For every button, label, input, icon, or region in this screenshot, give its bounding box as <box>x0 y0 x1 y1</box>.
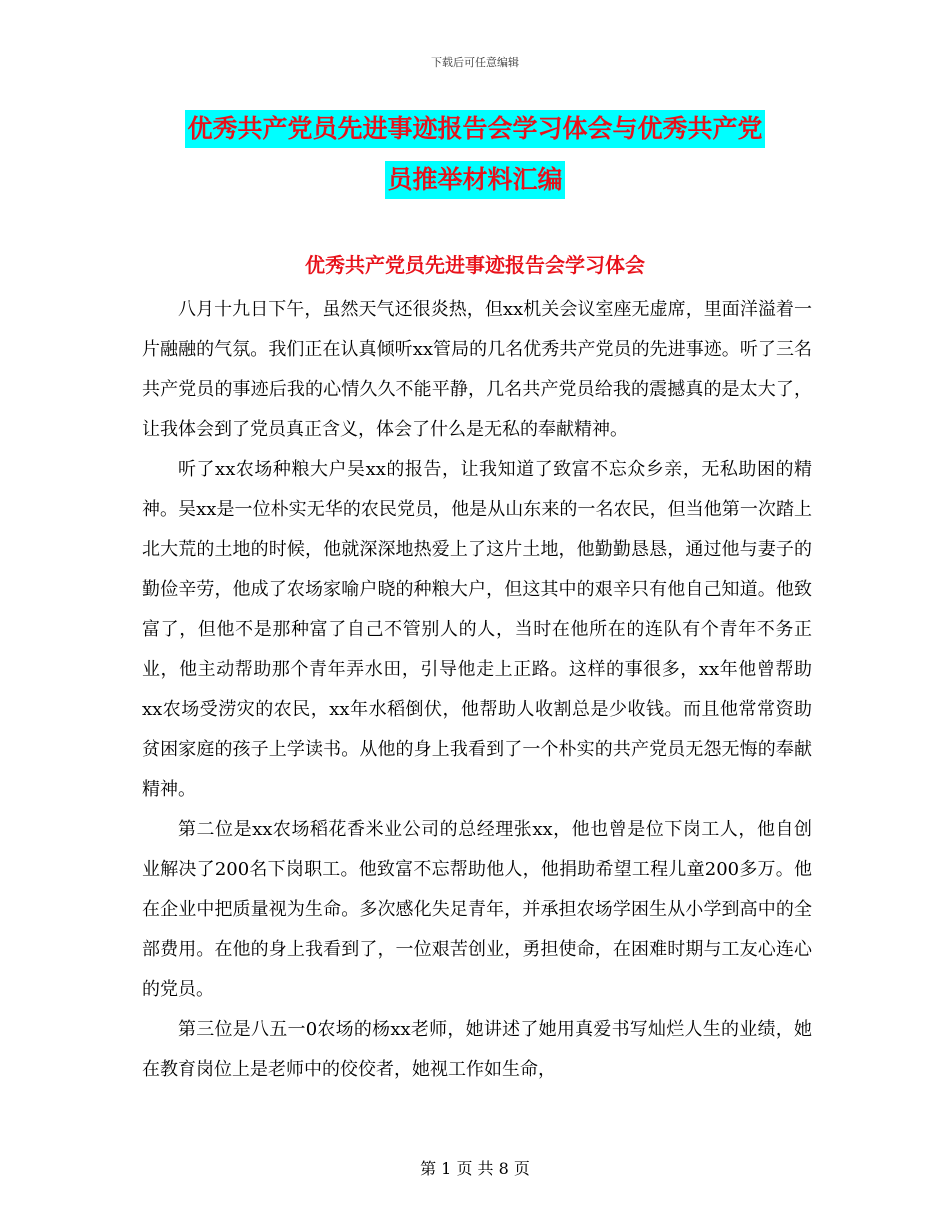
header-note: 下载后可任意编辑 <box>431 56 519 69</box>
document-title <box>140 110 810 199</box>
document-title-line-2: 员推举材料汇编 <box>385 161 564 199</box>
section-title: 优秀共产党员先进事迹报告会学习体会 <box>305 253 645 277</box>
document-body <box>142 290 812 1090</box>
paragraph: 八月十九日下午，虽然天气还很炎热，但xx机关会议室座无虚席，里面洋溢着一片融融的气氛。我们正在认真倾听xx管局的几名优秀共产党员的先进事迹。听了三名共产党员的事迹后我的心情久久不能平静，几名共产党员给我的震撼真的是太大了，让我体会到了党员真正含义，体会了什么是无私的奉献精神。 <box>142 299 812 440</box>
page-number-footer: 第 1 页 共 8 页 <box>420 1159 530 1178</box>
paragraph: 听了xx农场种粮大户吴xx的报告，让我知道了致富不忘众乡亲，无私助困的精神。吴xx是一位朴实无华的农民党员，他是从山东来的一名农民，但当他第一次踏上北大荒的土地的时候，他就深深地热爱上了这片土地，他勤勤恳恳，通过他与妻子的勤俭辛劳，他成了农场家喻户晓的种粮大户，但这其中的艰辛只有他自己知道。他致富了，但他不是那种富了自己不管别人的人，当时在他所在的连队有个青年不务正业，他主动帮助那个青年弄水田，引导他走上正路。这样的事很多，xx年他曾帮助xx农场受涝灾的农民，xx年水稻倒伏，他帮助人收割总是少收钱。而且他常常资助贫困家庭的孩子上学读书。从他的身上我看到了一个朴实的共产党员无怨无悔的奉献精神。 <box>142 459 812 800</box>
document-title-line-1: 优秀共产党员先进事迹报告会学习体会与优秀共产党 <box>185 110 764 148</box>
paragraph: 第二位是xx农场稻花香米业公司的总经理张xx，他也曾是位下岗工人，他自创业解决了200名下岗职工。他致富不忘帮助他人，他捐助希望工程儿童200多万。他在企业中把质量视为生命。多次感化失足青年，并承担农场学困生从小学到高中的全部费用。在他的身上我看到了，一位艰苦创业，勇担使命，在困难时期与工友心连心的党员。 <box>142 819 812 1000</box>
paragraph: 第三位是八五一0农场的杨xx老师，她讲述了她用真爱书写灿烂人生的业绩，她在教育岗位上是老师中的佼佼者，她视工作如生命， <box>142 1019 812 1080</box>
